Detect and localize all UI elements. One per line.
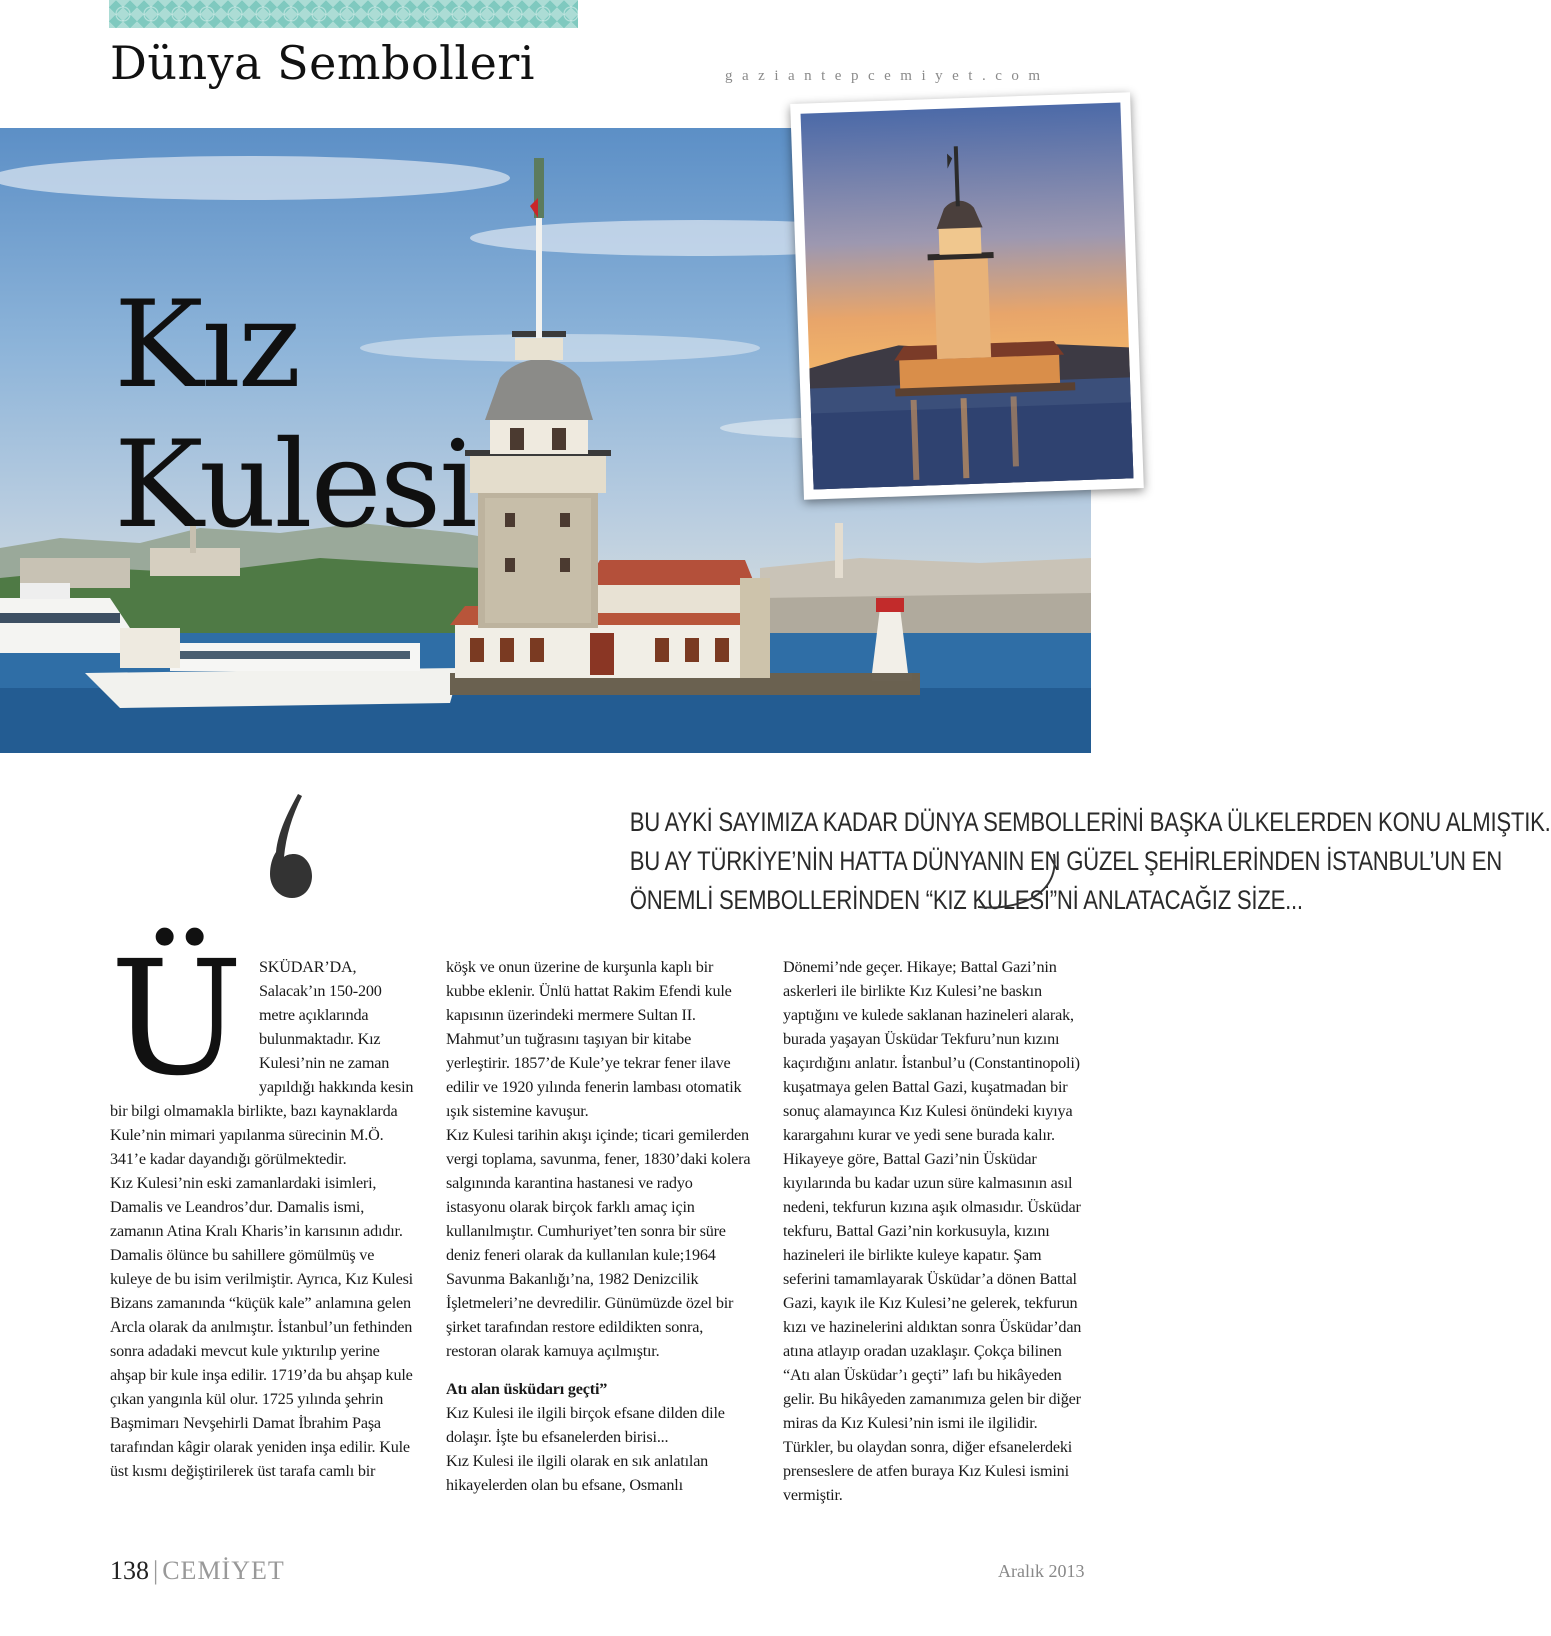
pull-quote-line-1: BU AYKİ SAYIMIZA KADAR DÜNYA SEMBOLLERİNİ BAŞKA ÜLKELERDEN KONU ALMIŞTIK. xyxy=(629,807,1551,837)
page-footer xyxy=(110,1556,285,1586)
paragraph-text: Salacak’ın 150-200 metre açıklarında bulunmaktadır. Kız Kulesi’nin ne zaman yapıldığı hakkında kesin bir bilgi olmamakla birlikte, bazı kaynaklarda Kule’nin mimari yapılanma sürecinin M.Ö. 341’e kadar dayandığı görülmektedir. xyxy=(110,982,414,1168)
article-column-2 xyxy=(446,955,752,1497)
section-title: Dünya Sembolleri xyxy=(110,36,536,90)
pull-quote-line-2: BU AY TÜRKİYE’NİN HATTA DÜNYANIN EN GÜZEL ŞEHİRLERİNDEN İSTANBUL’UN EN xyxy=(629,846,1502,876)
article-paragraph: Kız Kulesi’nin eski zamanlardaki isimleri, Damalis ve Leandros’dur. Damalis ismi, zamanın Atina Kralı Kharis’in karısının adıdır. Damalis ölünce bu sahillere gömülmüş ve kuleye de bu isim verilmiştir. Ayrıca, Kız Kulesi Bizans zamanında “küçük kale” anlamına gelen Arcla olarak da anılmıştır. İstanbul’un fethinden sonra adadaki mevcut kule yıktırılıp yerine ahşap bir kule inşa edilir. 1719’da bu ahşap kule çıkan yangınla kül olur. 1725 yılında şehrin Başmimarı Nevşehirli Damat İbrahim Paşa tarafından kâgir olarak yeniden inşa edilir. Kule üst kısmı değiştirilerek üst tarafa camlı bir xyxy=(110,1174,413,1480)
quote-mark-icon xyxy=(268,792,312,902)
article-paragraph: Kız Kulesi ile ilgili olarak en sık anlatılan hikayelerden olan bu efsane, Osmanlı xyxy=(446,1452,709,1494)
inset-illustration xyxy=(801,103,1134,490)
website-url: gaziantepcemiyet.com xyxy=(725,68,1050,84)
article-paragraph: Kız Kulesi ile ilgili birçok efsane dilden dile dolaşır. İşte bu efsanelerden birisi... xyxy=(446,1404,725,1446)
article-column-3 xyxy=(783,955,1089,1507)
inset-photo-sunset xyxy=(790,92,1144,500)
magazine-name: CEMİYET xyxy=(162,1556,285,1585)
hero-title-line-2: Kulesi xyxy=(114,416,476,555)
article-column-1 xyxy=(110,927,416,1483)
article-paragraph: köşk ve onun üzerine de kurşunla kaplı bir kubbe eklenir. Ünlü hattat Rakim Efendi kule kapısının üzerindeki mermere Sultan II. Mahmut’un tuğrasını taşıyan bir kitabe yerleştirir. 1857’de Kule’ye tekrar fener ilave edilir ve 1920 yılında fenerin lambası otomatik ışık sistemine kavuşur. xyxy=(446,958,742,1120)
quote-end-swash-icon xyxy=(978,852,1058,912)
hero-title-line-1: Kız xyxy=(114,276,300,415)
footer-separator: | xyxy=(153,1556,159,1585)
drop-cap: Ü xyxy=(110,927,243,1111)
pull-quote-line-3: ÖNEMLİ SEMBOLLERİNDEN “KIZ KULESİ”Nİ ANLATACAĞIZ SİZE... xyxy=(629,885,1303,915)
page-number: 138 xyxy=(110,1556,149,1585)
hero-title xyxy=(114,276,476,556)
lead-word: SKÜDAR’DA, xyxy=(258,958,357,976)
issue-date: Aralık 2013 xyxy=(998,1561,1085,1581)
decorative-pattern-band xyxy=(109,0,578,28)
article-subheading: Atı alan üsküdarı geçti” xyxy=(446,1380,608,1398)
article-paragraph: Dönemi’nde geçer. Hikaye; Battal Gazi’nin askerleri ile birlikte Kız Kulesi’ne baskın yaptığını ve kulede saklanan hazineleri alarak, burada yaşayan Üsküdar Tekfuru’nun kızını kaçırdığını anlatır. İstanbul’u (Constantinopoli) kuşatmaya gelen Battal Gazi, kuşatmadan bir sonuç alamayınca Kız Kulesi önündeki kıyıya karargahını kurar ve yedi sene burada kalır. Hikayeye göre, Battal Gazi’nin Üsküdar kıyılarında bu kadar uzun süre kalmasının asıl nedeni, tekfurun kızına aşık olmasıdır. Üsküdar tekfuru, Battal Gazi’nin korkusuyla, kızını hazineleri ile birlikte kuleye kapatır. Şam seferini tamamlayarak Üsküdar’a dönen Battal Gazi, kayık ile Kız Kulesi’ne gelerek, tekfurun kızı ve hazinelerini aldıktan sonra Üsküdar’dan atına atlayıp oradan uzaklaşır. Çokça bilinen “Atı alan Üsküdar’ı geçti” lafı bu hikâyeden gelir. Bu hikâyeden zamanımıza gelen bir diğer miras da Kız Kulesi’nin ismi ile ilgilidir. Türkler, bu olaydan sonra, diğer efsanelerdeki prenseslere de atfen buraya Kız Kulesi ismini vermiştir. xyxy=(783,958,1082,1504)
article-paragraph: Kız Kulesi tarihin akışı içinde; ticari gemilerden vergi toplama, savunma, fener, 1830’daki kolera salgınında karantina hastanesi ve radyo istasyonu olarak birçok farklı amaç için kullanılmıştır. Cumhuriyet’ten sonra bir süre deniz feneri olarak da kullanılan kule;1964 Savunma Bakanlığı’na, 1982 Denizcilik İşletmeleri’ne devredilir. Günümüzde özel bir şirket tarafından restore edildikten sonra, restoran olarak kamuya açılmıştır. xyxy=(446,1126,751,1360)
